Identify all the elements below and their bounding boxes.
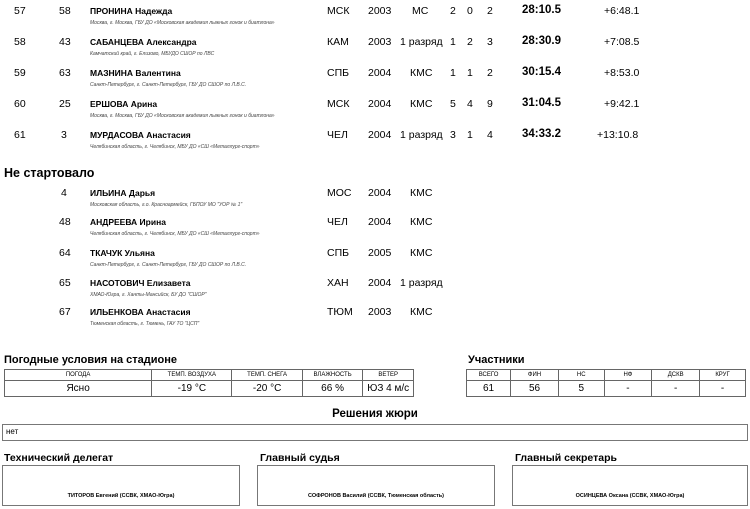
athlete-org: Санкт-Петербург, г. Санкт-Петербург, ГБУ ДО СШОР по Л.В.С. (90, 82, 247, 88)
dns-heading: Не стартовало (4, 166, 95, 180)
dns-row (0, 182, 750, 213)
penalty-2: 4 (467, 98, 473, 110)
region: ЧЕЛ (327, 216, 348, 228)
penalty-1: 2 (450, 5, 456, 17)
birth-year: 2003 (368, 36, 392, 48)
official-role: Главный судья (260, 452, 340, 464)
place: 60 (14, 98, 26, 110)
sport-rank: КМС (410, 67, 433, 79)
region: СПБ (327, 247, 350, 259)
time-gap: +7:08.5 (604, 36, 640, 48)
weather-value: -20 °C (232, 381, 302, 397)
participants-header: НФ (604, 370, 652, 381)
place: 59 (14, 67, 26, 79)
region: КАМ (327, 36, 349, 48)
birth-year: 2003 (368, 5, 392, 17)
athlete-org: Камчатский край, г. Елизово, МБУДО СШОР по ЛВС (90, 51, 215, 57)
athlete-name: МАЗНИНА Валентина (90, 68, 181, 78)
penalty-2: 1 (467, 67, 473, 79)
time-gap: +9:42.1 (604, 98, 640, 110)
region: ХАН (327, 277, 349, 289)
penalty-total: 2 (487, 5, 493, 17)
participants-value: - (700, 381, 746, 397)
signature-box (257, 465, 495, 506)
participants-header: НС (558, 370, 604, 381)
penalty-total: 2 (487, 67, 493, 79)
official-name: ТИТОРОВ Евгений (ССВК, ХМАО-Югра) (67, 493, 175, 499)
region: МСК (327, 5, 350, 17)
weather-header: ВЛАЖНОСТЬ (302, 370, 363, 381)
weather-table (4, 369, 414, 397)
result-row (0, 62, 750, 93)
bib: 65 (59, 277, 71, 289)
weather-value: -19 °C (152, 381, 232, 397)
birth-year: 2004 (368, 129, 392, 141)
athlete-name: МУРДАСОВА Анастасия (90, 130, 191, 140)
result-time: 34:33.2 (522, 128, 562, 140)
time-gap: +6:48.1 (604, 5, 640, 17)
participants-header: ВСЕГО (467, 370, 511, 381)
bib: 25 (59, 98, 71, 110)
time-gap: +8:53.0 (604, 67, 640, 79)
birth-year: 2004 (368, 98, 392, 110)
penalty-1: 5 (450, 98, 456, 110)
region: ЧЕЛ (327, 129, 348, 141)
result-row (0, 124, 750, 155)
bib: 48 (59, 216, 71, 228)
result-time: 31:04.5 (522, 97, 562, 109)
penalty-2: 2 (467, 36, 473, 48)
athlete-name: ТКАЧУК Ульяна (90, 248, 155, 258)
region: СПБ (327, 67, 350, 79)
penalty-1: 1 (450, 67, 456, 79)
athlete-name: НАСОТОВИЧ Елизавета (90, 278, 191, 288)
sport-rank: 1 разряд (400, 277, 443, 289)
penalty-1: 3 (450, 129, 456, 141)
athlete-name: АНДРЕЕВА Ирина (90, 217, 166, 227)
birth-year: 2005 (368, 247, 392, 259)
weather-header: ВЕТЕР (363, 370, 414, 381)
sport-rank: МС (412, 5, 429, 17)
participants-header: ФИН (511, 370, 559, 381)
bib: 43 (59, 36, 71, 48)
weather-value: ЮЗ 4 м/с (363, 381, 414, 397)
place: 58 (14, 36, 26, 48)
penalty-2: 1 (467, 129, 473, 141)
athlete-name: САБАНЦЕВА Александра (90, 37, 197, 47)
result-row (0, 93, 750, 124)
participants-value: 56 (511, 381, 559, 397)
weather-header: ПОГОДА (5, 370, 152, 381)
birth-year: 2004 (368, 67, 392, 79)
participants-value: 5 (558, 381, 604, 397)
dns-row (0, 272, 750, 303)
time-gap: +13:10.8 (597, 129, 639, 141)
athlete-org: Челябинская область, г. Челябинск, МБУ ДО «СШ «Металлург-спорт» (90, 231, 260, 237)
birth-year: 2004 (368, 216, 392, 228)
participants-header: ДСКВ (652, 370, 700, 381)
weather-header: ТЕМП. ВОЗДУХА (152, 370, 232, 381)
participants-value: - (652, 381, 700, 397)
dns-row (0, 301, 750, 332)
sport-rank: 1 разряд (400, 129, 443, 141)
penalty-total: 9 (487, 98, 493, 110)
penalty-total: 4 (487, 129, 493, 141)
result-row (0, 31, 750, 62)
region: МОС (327, 187, 352, 199)
weather-heading: Погодные условия на стадионе (4, 354, 178, 366)
result-time: 28:30.9 (522, 35, 562, 47)
sport-rank: 1 разряд (400, 36, 443, 48)
official-role: Технический делегат (4, 452, 114, 464)
sport-rank: КМС (410, 247, 433, 259)
bib: 67 (59, 306, 71, 318)
official-name: ОСИНЦЕВА Оксана (ССВК, ХМАО-Югра) (575, 493, 685, 499)
athlete-org: Санкт-Петербург, г. Санкт-Петербург, ГБУ ДО СШОР по Л.В.С. (90, 262, 247, 268)
jury-decisions-box (2, 424, 748, 441)
sport-rank: КМС (410, 216, 433, 228)
athlete-org: ХМАО-Югра, г. Ханты-Мансийск, БУ ДО "СШОР" (90, 292, 207, 298)
athlete-name: ИЛЬИНА Дарья (90, 188, 156, 198)
participants-value: - (604, 381, 652, 397)
sport-rank: КМС (410, 98, 433, 110)
bib: 63 (59, 67, 71, 79)
bib: 58 (59, 5, 71, 17)
result-time: 28:10.5 (522, 4, 562, 16)
sport-rank: КМС (410, 187, 433, 199)
official-name: СОФРОНОВ Василий (ССВК, Тюменская область) (308, 493, 444, 499)
bib: 4 (61, 187, 67, 199)
official-role: Главный секретарь (515, 452, 617, 464)
dns-row (0, 211, 750, 242)
dns-row (0, 242, 750, 273)
result-row (0, 0, 750, 31)
bib: 3 (61, 129, 67, 141)
place: 61 (14, 129, 26, 141)
participants-heading: Участники (468, 354, 525, 366)
penalty-1: 1 (450, 36, 456, 48)
athlete-name: ИЛЬЕНКОВА Анастасия (90, 307, 191, 317)
weather-value: 66 % (302, 381, 363, 397)
jury-heading: Решения жюри (332, 408, 418, 420)
weather-value: Ясно (5, 381, 152, 397)
signature-box (2, 465, 240, 506)
sport-rank: КМС (410, 306, 433, 318)
region: ТЮМ (327, 306, 353, 318)
birth-year: 2003 (368, 306, 392, 318)
athlete-org: Челябинская область, г. Челябинск, МБУ ДО «СШ «Металлург-спорт» (90, 144, 260, 150)
athlete-name: ПРОНИНА Надежда (90, 6, 173, 16)
result-time: 30:15.4 (522, 66, 562, 78)
birth-year: 2004 (368, 187, 392, 199)
penalty-2: 0 (467, 5, 473, 17)
region: МСК (327, 98, 350, 110)
place: 57 (14, 5, 26, 17)
athlete-org: Москва, г. Москва, ГБУ ДО «Московская академия лыжных гонок и биатлона» (90, 20, 275, 26)
weather-header: ТЕМП. СНЕГА (232, 370, 302, 381)
athlete-org: Московская область, г.о. Красноармейск, ГБПОУ МО "УОР № 1" (90, 202, 243, 208)
participants-table (466, 369, 746, 397)
athlete-org: Тюменская область, г. Тюмень, ГАУ ТО "ЦСП" (90, 321, 200, 327)
athlete-org: Москва, г. Москва, ГБУ ДО «Московская академия лыжных гонок и биатлона» (90, 113, 275, 119)
participants-value: 61 (467, 381, 511, 397)
penalty-total: 3 (487, 36, 493, 48)
jury-decisions-text: нет (6, 427, 19, 436)
bib: 64 (59, 247, 71, 259)
signature-box (512, 465, 748, 506)
athlete-name: ЕРШОВА Арина (90, 99, 158, 109)
participants-header: КРУГ (700, 370, 746, 381)
birth-year: 2004 (368, 277, 392, 289)
